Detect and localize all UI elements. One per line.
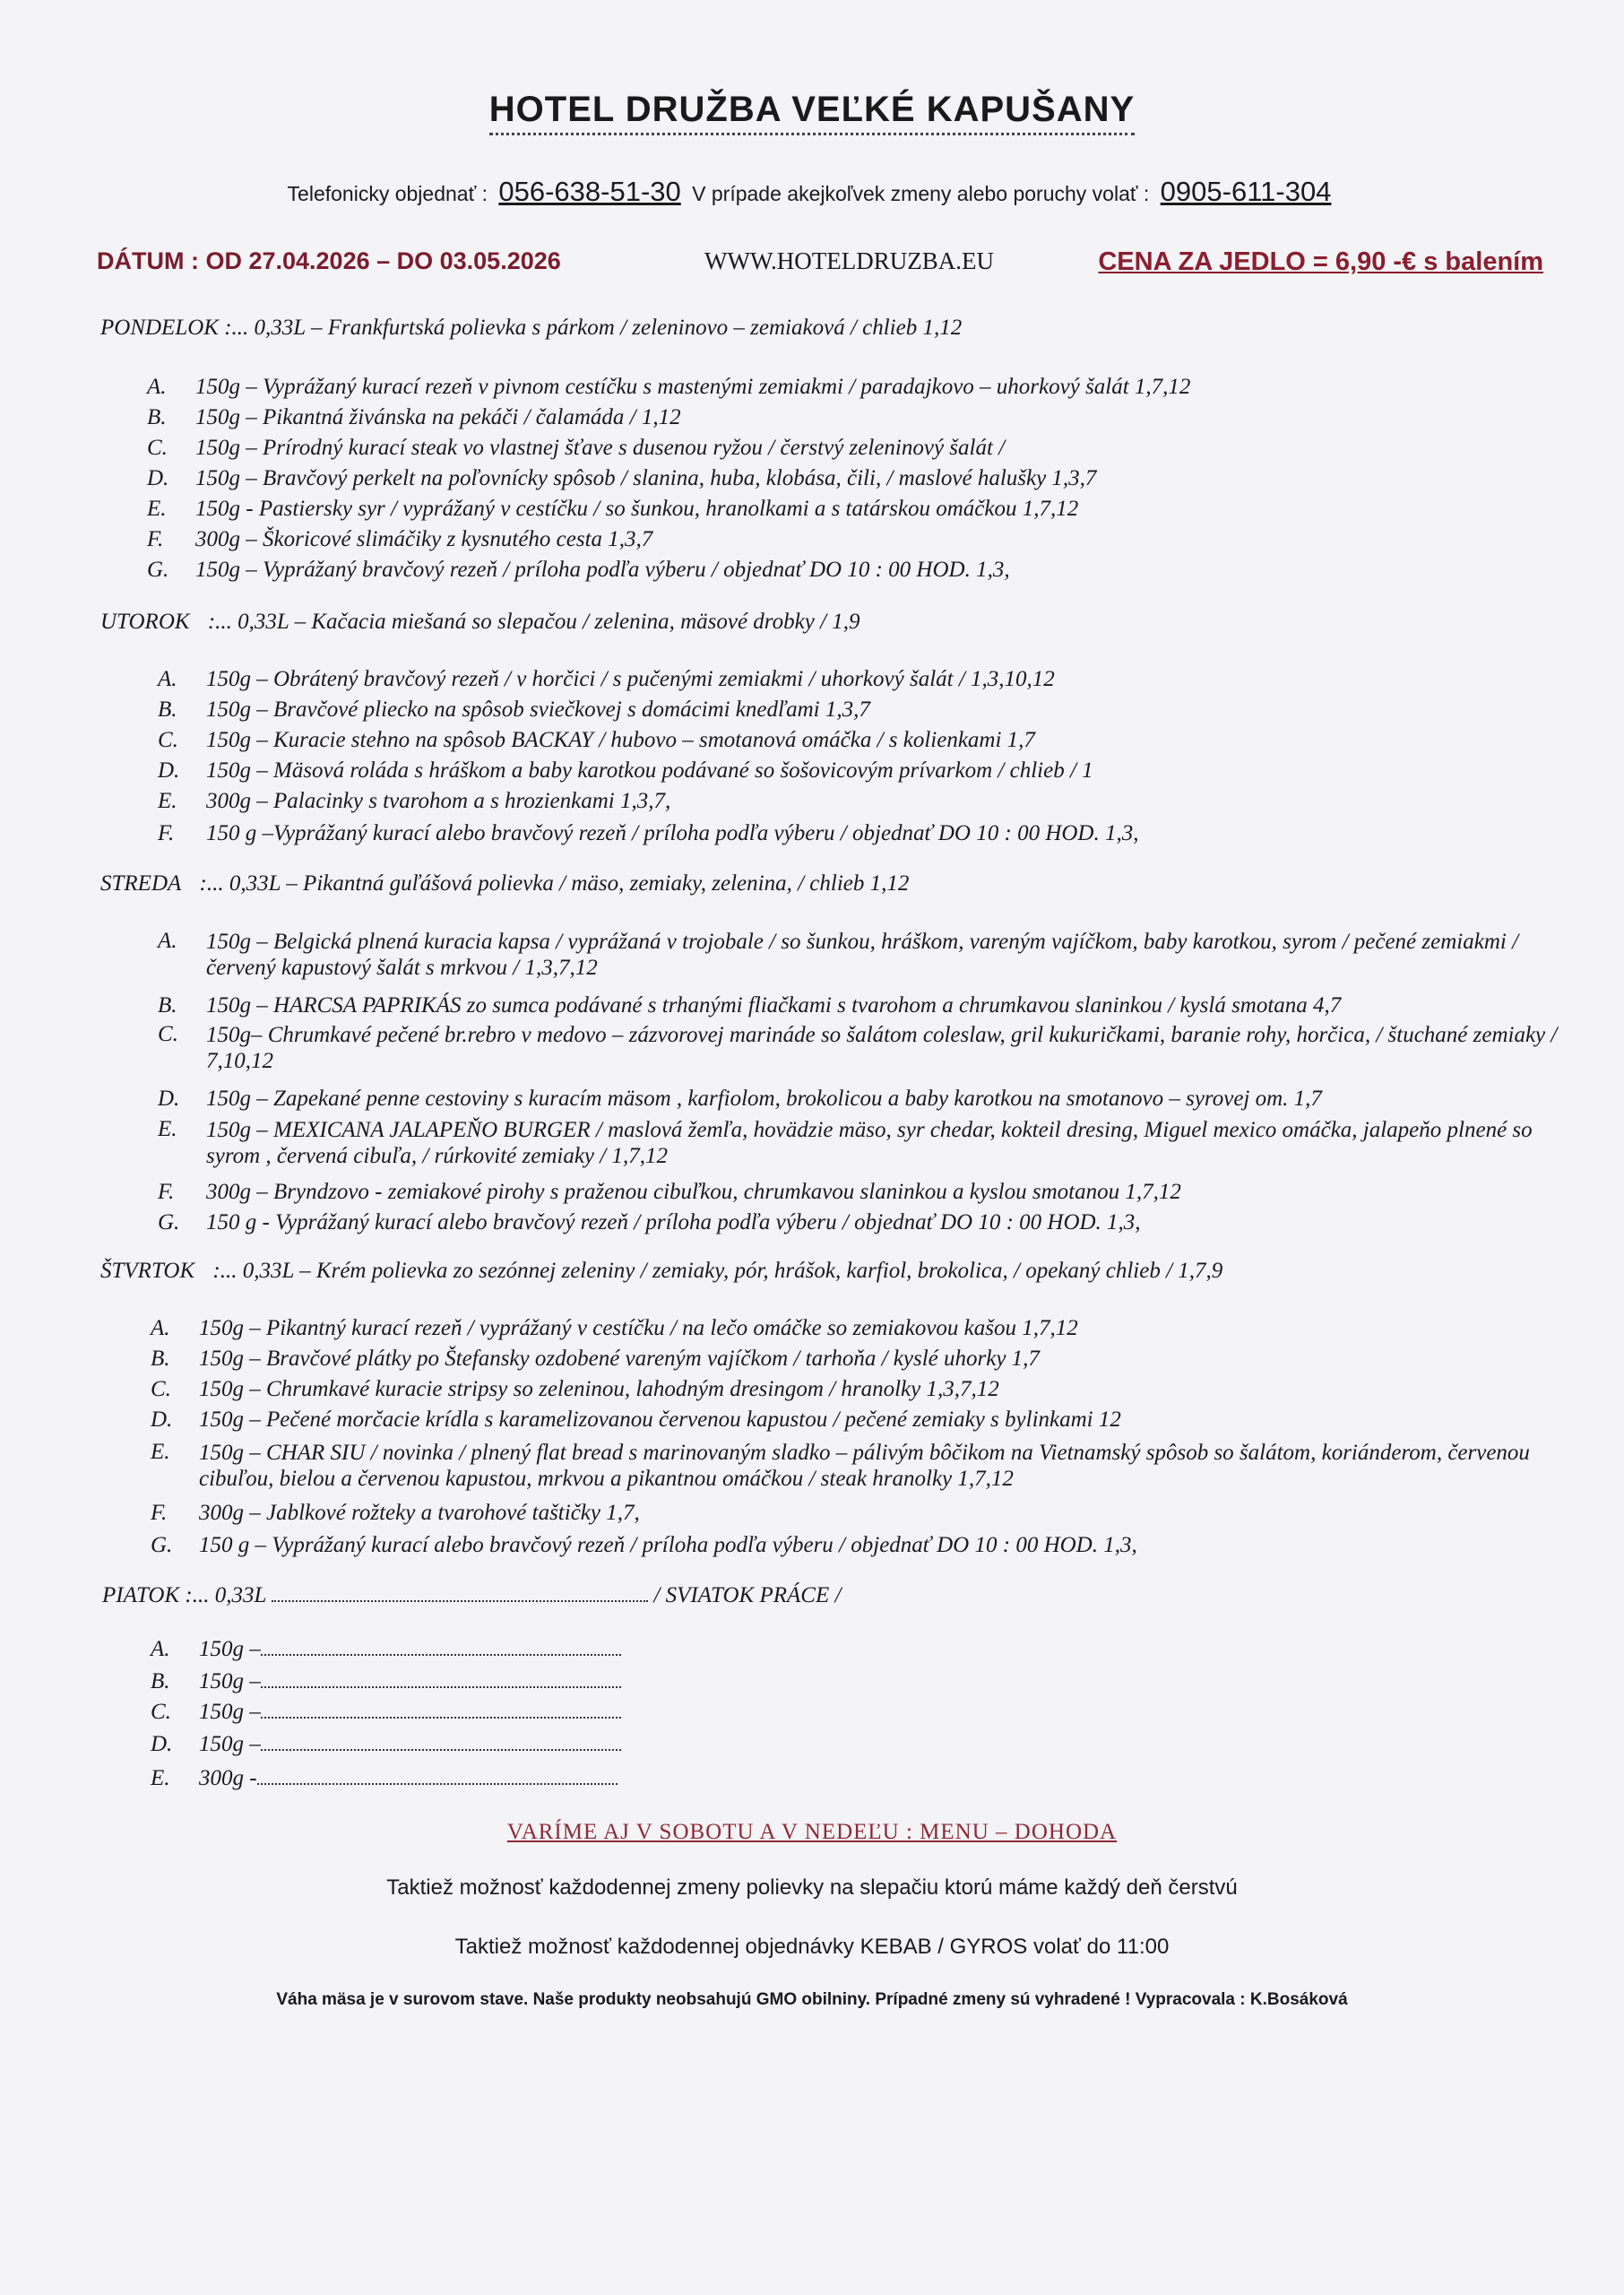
blank-line xyxy=(261,1733,621,1751)
soup: :... 0,33L xyxy=(185,1583,266,1607)
blank-line xyxy=(261,1638,621,1656)
day-label: STREDA xyxy=(100,871,182,896)
day-heading-thursday xyxy=(100,1259,1570,1284)
soup: :... 0,33L – Krém polievka zo sezónnej zeleniny / zemiaky, pór, hrášok, karfiol, brokolica, / opekaný chlieb / 1,7,9 xyxy=(212,1259,1223,1283)
blank-line xyxy=(272,1584,648,1602)
website: WWW.HOTELDRUZBA.EU xyxy=(704,247,994,274)
day-heading-wednesday xyxy=(100,871,1570,896)
day-heading-monday xyxy=(100,316,1570,341)
day-label: PONDELOK xyxy=(100,316,219,340)
order-phone: 056-638-51-30 xyxy=(498,176,681,207)
footer-note: Váha mäsa je v surovom stave. Naše produkty neobsahujú GMO obilniny. Prípadné zmeny sú vyhradené ! Vypracovala : K.Bosáková xyxy=(276,1990,1348,2009)
kebab-note: Taktiež možnosť každodennej objednávky KEBAB / GYROS volať do 11:00 xyxy=(454,1935,1170,1959)
holiday-note: / SVIATOK PRÁCE / xyxy=(653,1583,842,1607)
day-label: PIATOK xyxy=(102,1583,180,1607)
menu-page: HOTEL DRUŽBA VEĽKÉ KAPUŠANY Telefonicky objednať : 056-638-51-30 V prípade akejkoľvek zmeny alebo poruchy volať : 0905-611-304 DÁTUM : OD 27.04.2026 – DO 03.05.2026 WWW.HOTELDRUZBA.EU CENA ZA JEDLO = 6,90 -€ s balením PONDELOK :... 0,33L – Frankfurtská polievka s párkom / zeleninovo – zemiaková / chlieb 1,12 A. 150g – Vyprážaný kurací rezeň v pivnom cestíčku s mastenými zemiakmi / paradajkovo – uhorkový šalát 1,7,12 B. 150g – Pikantná živánska na pekáči / čalamáda / 1,12 C. 150g – Prírodný kurací steak vo vlastnej šťave s dusenou ryžou / čerstvý zeleninový šalát / D. 150g – Bravčový perkelt na poľovnícky spôsob / slanina, huba, klobása, čili, / maslové halušky 1,3,7 E. 150g - Pastiersky syr / vyprážaný v cestíčku / so šunkou, hranolkami a s tatárskou omáčkou 1,7,12 F. 300g – Škoricové slimáčiky z kysnutého cesta 1,3,7 G. 150g – Vyprážaný bravčový rezeň / príloha podľa výberu / objednať DO 10 : 00 HOD. 1,3, UTOROK :... 0,33L – Kačacia miešaná so slepačou / zelenina, mäsové drobky / 1,9 A. 150g – Obrátený bravčový rezeň / v horčici / s pučenými zemiakmi / uhorkový šalát / 1,3,10,12 B. 150g – Bravčové pliecko na spôsob sviečkovej s domácimi knedľami 1,3,7 C. 150g – Kuracie stehno na spôsob BACKAY / hubovo – smotanová omáčka / s kolienkami 1,7 D. 150g – Mäsová roláda s hráškom a baby karotkou podávané so šošovicovým prívarkom / chlieb / 1 E. 300g – Palacinky s tvarohom a s hrozienkami 1,3,7, F. 150 g –Vyprážaný kurací alebo bravčový rezeň / príloha podľa výberu / objednať DO 10 : 00 HOD. 1,3, STREDA :... 0,33L – Pikantná guľášová polievka / mäso, zemiaky, zelenina, / chlieb 1,12 A. 150g – Belgická plnená kuracia kapsa / vyprážaná v trojobale / so šunkou, hráškom, vareným vajíčkom, baby karotkou, syrom / pečené zemiakmi / červený kapustový šalát s mrkvou / 1,3,7,12 B. 150g – HARCSA PAPRIKÁS zo sumca podávané s trhanými fliačkami s tvarohom a chrumkavou slaninkou / kyslá smotana 4,7 C. 150g– Chrumkavé pečené br.rebro v medovo – zázvorovej marináde so šalátom coleslaw, gril kukuričkami, baranie rohy, horčica, / štuchané zemiaky / 7,10,12 D. 150g – Zapekané penne cestoviny s kuracím mäsom , karfiolom, brokolicou a baby karotkou na smotanovo – syrovej om. 1,7 E. 150g – MEXICANA JALAPEŇO BURGER / maslová žemľa, hovädzie mäso, syr chedar, kokteil dresing, Miguel mexico omáčka, jalapeňo plnené so syrom , červená cibuľa, / rúrkovité zemiaky / 1,7,12 F. 300g – Bryndzovo - zemiakové pirohy s praženou cibuľkou, chrumkavou slaninkou a kyslou smotanou 1,7,12 G. 150 g - Vyprážaný kurací alebo bravčový rezeň / príloha podľa výberu / objednať DO 10 : 00 HOD. 1,3, ŠTVRTOK :... 0,33L – Krém polievka zo sezónnej zeleniny / zemiaky, pór, hrášok, karfiol, brokolica, / opekaný chlieb / 1,7,9 A. 150g – Pikantný kurací rezeň / vyprážaný v cestíčku / na lečo omáčke so zemiakovou kašou 1,7,12 B. 150g – Bravčové plátky po Štefansky ozdobené vareným vajíčkom / tarhoňa / kyslé uhorky 1,7 C. 150g – Chrumkavé kuracie stripsy so zeleninou, lahodným dresingom / hranolky 1,3,7,12 D. 150g – Pečené morčacie krídla s karamelizovanou červenou kapustou / pečené zemiaky s bylinkami 12 E. 150g – CHAR SIU / novinka / plnený flat bread s marinovaným sladko – pálivým bôčikom na Vietnamský spôsob so šalátom, koriánderom, červenou cibuľou, bielou a červenou kapustou, mrkvou a pikantnou omáčkou / steak hranolky 1,7,12 F. 300g – Jablkové rožteky a tvarohové taštičky 1,7, G. 150 g – Vyprážaný kurací alebo bravčový rezeň / príloha podľa výberu / objednať DO 10 : 00 HOD. 1,3, PIATOK :... 0,33L / SVIATOK PRÁCE / A. 150g – B. 150g – C. 150g – D. 150g – E. 300g - VARÍME AJ V SOBOTU A V NEDEĽU : MENU – DOHODA Taktiež možnosť každodennej zmeny polievky na slepačiu ktorú máme každý deň čerstvú Taktiež možnosť každodennej objednávky KEBAB / GYROS volať do 11:00 Váha mäsa je v surovom stave. Naše produkty neobsahujú GMO obilniny. Prípadné zmeny sú vyhradené ! Vypracovala : K.Bosáková xyxy=(0,0,1624,2295)
hotel-title: HOTEL DRUŽBA VEĽKÉ KAPUŠANY xyxy=(0,90,1624,130)
day-heading-tuesday xyxy=(100,610,1570,635)
phone-label: Telefonicky objednať : xyxy=(287,182,488,205)
day-label: ŠTVRTOK xyxy=(100,1259,195,1283)
soup: :... 0,33L – Pikantná guľášová polievka / mäso, zemiaky, zelenina, / chlieb 1,12 xyxy=(199,871,910,896)
fault-label: V prípade akejkoľvek zmeny alebo poruchy volať : xyxy=(692,182,1150,205)
day-label: UTOROK xyxy=(100,610,190,634)
blank-line xyxy=(261,1701,621,1719)
price: CENA ZA JEDLO = 6,90 -€ s balením xyxy=(1098,247,1543,276)
soup-change-note: Taktiež možnosť každodennej zmeny polievky na slepačiu ktorú máme každý deň čerstvú xyxy=(386,1875,1238,1900)
date-range: DÁTUM : OD 27.04.2026 – DO 03.05.2026 xyxy=(97,247,561,274)
soup: :... 0,33L – Frankfurtská polievka s párkom / zeleninovo – zemiaková / chlieb 1,12 xyxy=(224,316,963,340)
soup: :... 0,33L – Kačacia miešaná so slepačou / zelenina, mäsové drobky / 1,9 xyxy=(207,610,860,634)
day-heading-friday xyxy=(102,1583,1570,1608)
weekend-note: VARÍME AJ V SOBOTU A V NEDEĽU : MENU – DOHODA xyxy=(506,1820,1118,1844)
blank-line xyxy=(261,1670,621,1688)
phone-line xyxy=(0,176,1624,208)
blank-line xyxy=(257,1767,618,1785)
fault-phone: 0905-611-304 xyxy=(1160,176,1332,207)
